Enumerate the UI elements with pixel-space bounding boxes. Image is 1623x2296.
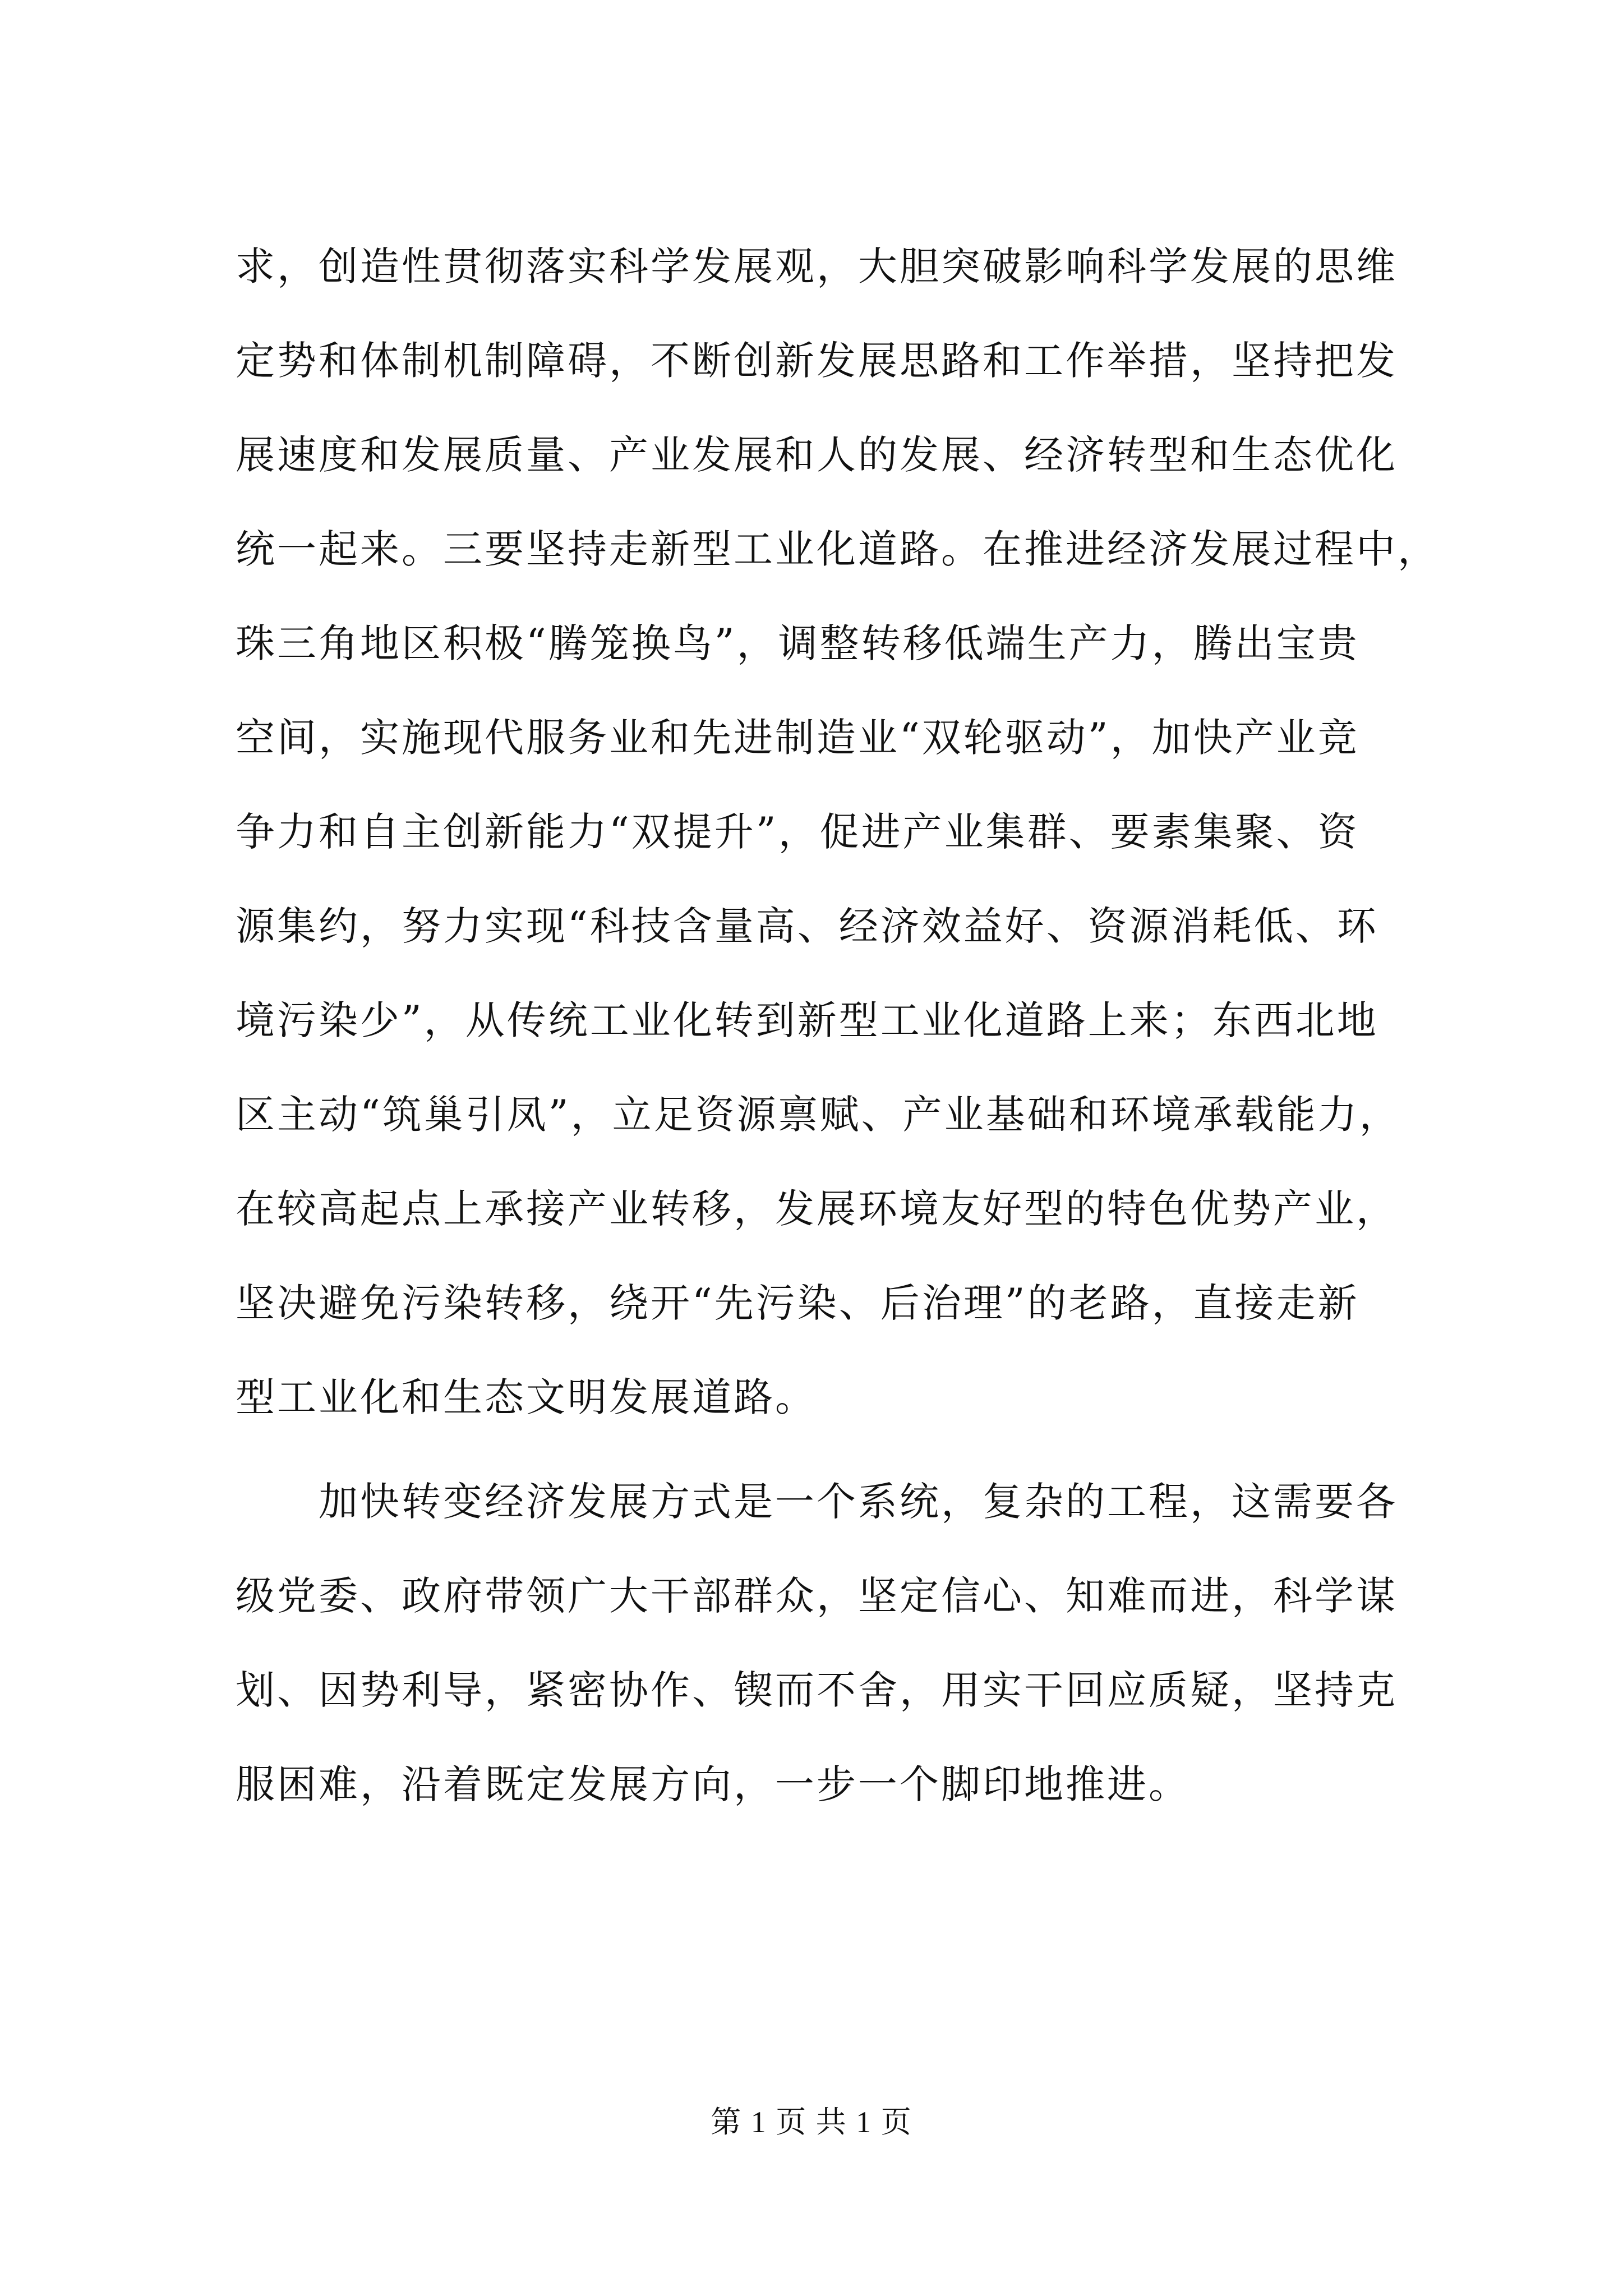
text-line: 争力和自主创新能力“双提升”，促进产业集群、要素集聚、资 [236, 809, 1359, 855]
text-line: 加快转变经济发展方式是一个系统，复杂的工程，这需要各 [319, 1479, 1398, 1525]
text-line: 空间，实施现代服务业和先进制造业“双轮驱动”，加快产业竞 [236, 715, 1359, 761]
paragraph-1 [236, 243, 1441, 1420]
text-line: 源集约，努力实现“科技含量高、经济效益好、资源消耗低、环 [236, 903, 1378, 949]
text-line: 统一起来。三要坚持走新型工业化道路。在推进经济发展过程中， [236, 526, 1439, 572]
text-line: 服困难，沿着既定发展方向，一步一个脚印地推进。 [236, 1761, 1190, 1807]
text-line: 级党委、政府带领广大干部群众，坚定信心、知难而进，科学谋 [236, 1573, 1398, 1619]
text-line: 珠三角地区积极“腾笼换鸟”，调整转移低端生产力，腾出宝贵 [236, 620, 1359, 666]
text-line: 境污染少”，从传统工业化转到新型工业化道路上来；东西北地 [236, 997, 1378, 1043]
document-body [236, 243, 1441, 1859]
text-line: 求，创造性贯彻落实科学发展观，大胆突破影响科学发展的思维 [236, 243, 1398, 289]
text-line: 展速度和发展质量、产业发展和人的发展、经济转型和生态优化 [236, 432, 1398, 478]
text-line: 划、因势利导，紧密协作、锲而不舍，用实干回应质疑，坚持克 [236, 1667, 1398, 1713]
paragraph-2 [236, 1479, 1441, 1807]
text-line: 在较高起点上承接产业转移，发展环境友好型的特色优势产业， [236, 1186, 1398, 1232]
text-line: 区主动“筑巢引凤”，立足资源禀赋、产业基础和环境承载能力， [236, 1092, 1401, 1138]
text-line: 坚决避免污染转移，绕开“先污染、后治理”的老路，直接走新 [236, 1280, 1359, 1326]
text-line: 型工业化和生态文明发展道路。 [236, 1374, 817, 1420]
page-footer: 第 1 页 共 1 页 [711, 2105, 912, 2139]
text-line: 定势和体制机制障碍，不断创新发展思路和工作举措，坚持把发 [236, 338, 1398, 384]
